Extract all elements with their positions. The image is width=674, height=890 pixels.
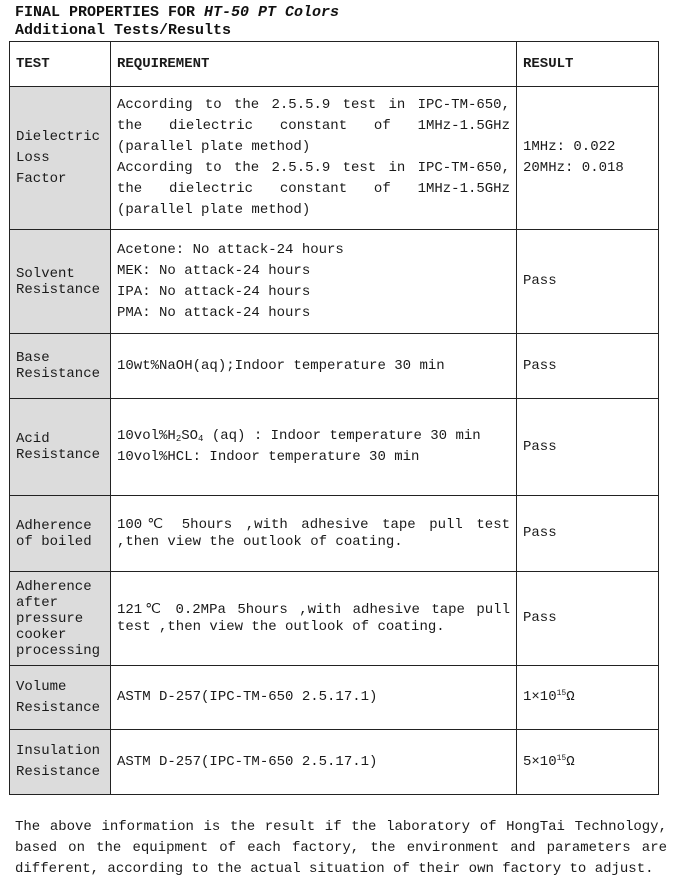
acid-req-part: (aq) : Indoor temperature 30 min bbox=[203, 428, 481, 444]
requirement-cell: 100℃ 5hours ,with adhesive tape pull test ,then view the outlook of coating. bbox=[111, 496, 517, 572]
acid-req-part: SO bbox=[181, 428, 199, 444]
test-cell bbox=[10, 666, 111, 730]
subscript: 2 bbox=[175, 434, 182, 444]
requirement-cell bbox=[111, 230, 517, 334]
requirement-cell: ASTM D-257(IPC-TM-650 2.5.17.1) bbox=[111, 730, 517, 795]
result-unit: Ω bbox=[566, 689, 575, 705]
test-cell bbox=[10, 496, 111, 572]
result-exponent: 15 bbox=[556, 689, 567, 698]
result-cell bbox=[517, 87, 659, 230]
result-cell: Pass bbox=[517, 399, 659, 496]
table-header-row bbox=[10, 42, 659, 87]
requirement-cell: ASTM D-257(IPC-TM-650 2.5.17.1) bbox=[111, 666, 517, 730]
result-cell: Pass bbox=[517, 230, 659, 334]
table-row bbox=[10, 334, 659, 399]
test-cell bbox=[10, 399, 111, 496]
test-label-line: of boiled bbox=[16, 533, 92, 550]
result-cell bbox=[517, 666, 659, 730]
test-label-line: processing bbox=[16, 642, 101, 659]
requirement-cell: 121℃ 0.2MPa 5hours ,with adhesive tape pull test ,then view the outlook of coating. bbox=[111, 572, 517, 666]
test-label-line: after bbox=[16, 594, 59, 611]
requirement-text: IPA: No attack-24 hours bbox=[117, 283, 311, 300]
table-row bbox=[10, 87, 659, 230]
result-value: 20MHz: 0.018 bbox=[523, 160, 624, 176]
test-cell bbox=[10, 730, 111, 795]
test-label-line: pressure bbox=[16, 610, 84, 627]
result-cell: Pass bbox=[517, 496, 659, 572]
properties-table bbox=[9, 41, 659, 795]
result-cell bbox=[517, 730, 659, 795]
result-value: 1MHz: 0.022 bbox=[523, 139, 616, 155]
requirement-text: 10vol%HCL: Indoor temperature 30 min bbox=[117, 449, 420, 465]
test-label-line: Resistance bbox=[16, 764, 101, 780]
requirement-text: PMA: No attack-24 hours bbox=[117, 304, 311, 321]
result-cell: Pass bbox=[517, 572, 659, 666]
header-test: TEST bbox=[10, 42, 111, 87]
requirement-cell: 10wt%NaOH(aq);Indoor temperature 30 min bbox=[111, 334, 517, 399]
test-cell bbox=[10, 334, 111, 399]
test-label-line: Acid bbox=[16, 431, 50, 447]
footer-note: The above information is the result if the laboratory of HongTai Technology, based on the equipment of each factory, the environment and parameters are different, according to the actual situation of their own factory to adjust. bbox=[15, 819, 667, 877]
result-base: 5×10 bbox=[523, 753, 557, 770]
requirement-cell bbox=[111, 399, 517, 496]
acid-req-part: 10vol%H bbox=[117, 428, 176, 444]
test-label-line: Volume bbox=[16, 678, 67, 695]
test-label-line: cooker bbox=[16, 626, 67, 643]
test-label-line: Dielectric bbox=[16, 128, 101, 145]
document-title bbox=[15, 4, 339, 22]
requirement-text: Acetone: No attack-24 hours bbox=[117, 241, 344, 258]
result-base: 1×10 bbox=[523, 689, 557, 705]
title-prefix: FINAL PROPERTIES FOR bbox=[15, 4, 205, 21]
test-label-line: Resistance bbox=[16, 281, 101, 298]
test-label-line: Adherence bbox=[16, 517, 92, 534]
test-cell bbox=[10, 230, 111, 334]
table-row bbox=[10, 496, 659, 572]
test-label-line: Insulation bbox=[16, 743, 101, 759]
test-label-line: Resistance bbox=[16, 447, 101, 463]
table-row bbox=[10, 399, 659, 496]
table-row bbox=[10, 572, 659, 666]
requirement-text: According to the 2.5.5.9 test in IPC-TM-650, the dielectric constant of 1MHz-1.5GHz (parallel plate method) bbox=[117, 160, 510, 218]
header-result: RESULT bbox=[517, 42, 659, 87]
table-row bbox=[10, 230, 659, 334]
test-label-line: Adherence bbox=[16, 578, 92, 595]
table-row bbox=[10, 730, 659, 795]
requirement-text bbox=[117, 426, 510, 447]
test-label-line: Resistance bbox=[16, 699, 101, 716]
document-subtitle: Additional Tests/Results bbox=[15, 22, 232, 39]
test-label-line: Loss Factor bbox=[16, 149, 67, 187]
test-label-line: Solvent bbox=[16, 265, 75, 282]
requirement-text: According to the 2.5.5.9 test in IPC-TM-650, the dielectric constant of 1MHz-1.5GHz (parallel plate method) bbox=[117, 97, 510, 155]
result-unit: Ω bbox=[566, 753, 575, 770]
test-cell bbox=[10, 87, 111, 230]
result-cell: Pass bbox=[517, 334, 659, 399]
table-row bbox=[10, 666, 659, 730]
test-cell bbox=[10, 572, 111, 666]
requirement-text: MEK: No attack-24 hours bbox=[117, 262, 311, 279]
header-requirement: REQUIREMENT bbox=[111, 42, 517, 87]
test-label-line: Resistance bbox=[16, 366, 101, 382]
product-name: HT-50 PT Colors bbox=[204, 4, 340, 21]
test-label-line: Base bbox=[16, 350, 50, 366]
subscript: 4 bbox=[198, 434, 204, 444]
result-exponent: 15 bbox=[556, 753, 567, 763]
requirement-cell bbox=[111, 87, 517, 230]
